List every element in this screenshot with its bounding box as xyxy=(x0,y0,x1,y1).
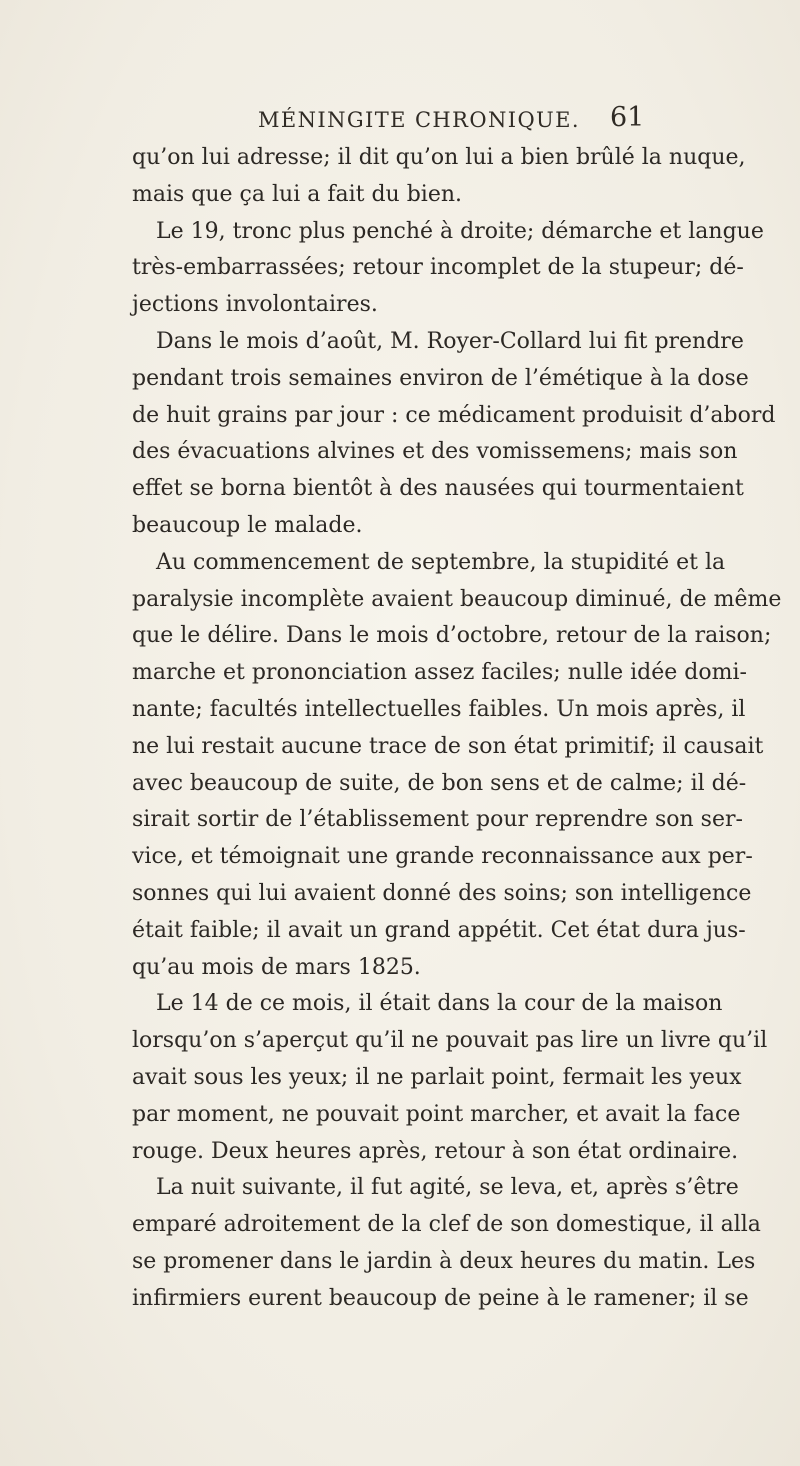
text-line: rouge. Deux heures après, retour à son état ordinaire. xyxy=(132,1138,739,1164)
page-header xyxy=(258,104,658,138)
text-line: de huit grains par jour : ce médicament produisit d’abord xyxy=(132,402,776,428)
text-line: sirait sortir de l’établissement pour reprendre son ser- xyxy=(132,807,743,833)
text-line: marche et prononciation assez faciles; nulle idée domi- xyxy=(132,660,747,686)
text-line: que le délire. Dans le mois d’octobre, retour de la raison; xyxy=(132,623,772,649)
running-title: MÉNINGITE CHRONIQUE. xyxy=(258,108,580,132)
paragraph-start-line: Au commencement de septembre, la stupidité et la xyxy=(156,549,726,575)
text-line: emparé adroitement de la clef de son domestique, il alla xyxy=(132,1212,761,1238)
text-line: était faible; il avait un grand appétit. Cet état dura jus- xyxy=(132,917,746,943)
paragraph-start-line: Le 19, tronc plus penché à droite; démarche et langue xyxy=(156,218,764,244)
text-line: des évacuations alvines et des vomissemens; mais son xyxy=(132,439,738,465)
text-line: mais que ça lui a fait du bien. xyxy=(132,181,463,207)
text-line: jections involontaires. xyxy=(132,292,378,318)
text-line: pendant trois semaines environ de l’émétique à la dose xyxy=(132,365,749,391)
text-line: avait sous les yeux; il ne parlait point, fermait les yeux xyxy=(132,1064,742,1090)
body-text xyxy=(132,140,782,1318)
text-line: lorsqu’on s’aperçut qu’il ne pouvait pas lire un livre qu’il xyxy=(132,1028,768,1054)
text-line: nante; facultés intellectuelles faibles. Un mois après, il xyxy=(132,696,746,722)
text-line: vice, et témoignait une grande reconnaissance aux per- xyxy=(132,844,753,870)
text-line: se promener dans le jardin à deux heures du matin. Les xyxy=(132,1248,756,1274)
paragraph-start-line: La nuit suivante, il fut agité, se leva, et, après s’être xyxy=(156,1175,739,1201)
paragraph-start-line: Le 14 de ce mois, il était dans la cour de la maison xyxy=(156,991,723,1017)
text-line: effet se borna bientôt à des nausées qui tourmentaient xyxy=(132,476,744,502)
text-line: ne lui restait aucune trace de son état primitif; il causait xyxy=(132,733,764,759)
text-line: qu’au mois de mars 1825. xyxy=(132,954,421,980)
text-line: paralysie incomplète avaient beaucoup diminué, de même xyxy=(132,586,782,612)
text-line: infirmiers eurent beaucoup de peine à le ramener; il se xyxy=(132,1285,749,1311)
paragraph-start-line: Dans le mois d’août, M. Royer-Collard lui fit prendre xyxy=(156,328,744,354)
text-line: beaucoup le malade. xyxy=(132,512,363,538)
page-number: 61 xyxy=(610,102,645,133)
text-line: sonnes qui lui avaient donné des soins; son intelligence xyxy=(132,880,752,906)
text-line: par moment, ne pouvait point marcher, et avait la face xyxy=(132,1101,741,1127)
text-line: qu’on lui adresse; il dit qu’on lui a bien brûlé la nuque, xyxy=(132,145,746,170)
text-line: avec beaucoup de suite, de bon sens et de calme; il dé- xyxy=(132,770,747,796)
text-line: très-embarrassées; retour incomplet de la stupeur; dé- xyxy=(132,255,744,281)
